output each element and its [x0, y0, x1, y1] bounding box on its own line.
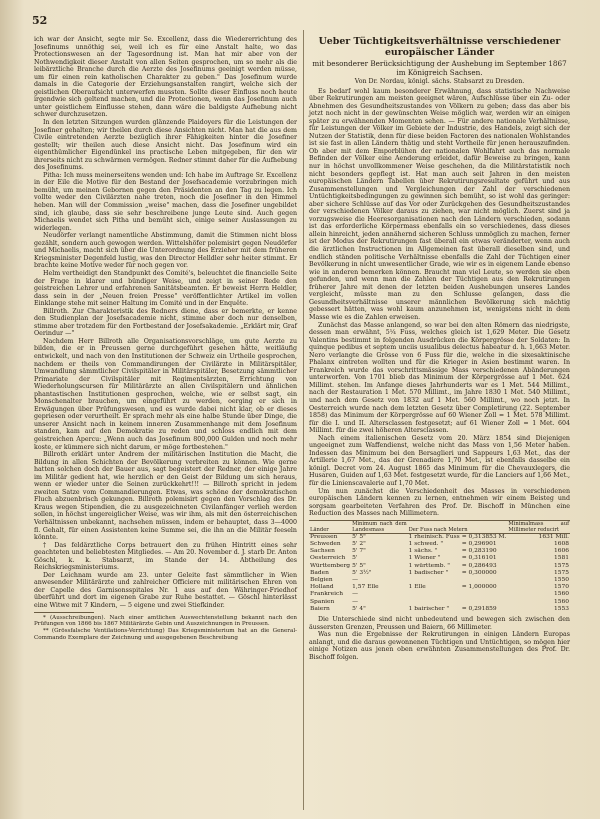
- article-title: Ueber Tüchtigkeitsverhältnisse verschiedener europäischer Länder: [318, 36, 561, 58]
- table-row: [309, 555, 570, 562]
- page-number: 52: [32, 14, 48, 27]
- left-paragraph: Neudörfer verlangt namentliche Abstimmung, damit die Stimmen nicht bloss gezählt, sondern auch gewogen werden. Wittelshöfer polemisirt gegen Neudörfer und Michaelis, macht sich über die Unterordnung des Erzieher mit dem früheren Kriegsminister Degenfeld lustig, was den Director Helldler sehr heiter stimmt. Er brachte keine Motive weder für noch gegen vor.: [34, 232, 297, 270]
- table-cell: 1560: [554, 598, 569, 605]
- table-cell: [461, 577, 508, 584]
- table-row: [309, 563, 570, 570]
- table-cell: 1560: [554, 591, 569, 598]
- table-cell: [461, 599, 508, 606]
- table-cell: 5' 2": [352, 540, 366, 547]
- table-cell: = 1,000000: [461, 584, 497, 591]
- table-row: [309, 591, 570, 598]
- table-cell: 1 badischer ": [408, 569, 449, 576]
- article-byline: Von Dr. Nordau, königl. sächs. Stabsarzt zu Dresden.: [354, 78, 525, 85]
- table-cell: 1608: [554, 540, 569, 547]
- table-cell: [408, 591, 461, 598]
- table-cell: 1550: [554, 576, 569, 583]
- table-row: [309, 570, 570, 577]
- table-header: Der Fuss nach Metern: [408, 526, 468, 533]
- table-cell: [408, 577, 461, 584]
- article-subtitle: mit besonderer Berücksichtigung der Aushebung im September 1867 im Königreich Sachsen.: [312, 59, 567, 77]
- table-cell: Baden: [310, 569, 329, 576]
- table-row: [309, 577, 570, 584]
- table-cell: 1631 Mill.: [538, 533, 569, 540]
- table-cell: —: [352, 598, 358, 605]
- table-cell: 1 württemb. ": [408, 562, 450, 569]
- table-header: Minimum nach dem Landesmass: [352, 520, 407, 533]
- table-cell: = 0,286493: [461, 562, 497, 569]
- table-cell: = 0,313853 M.: [461, 533, 507, 540]
- right-paragraph: Es bedarf wohl kaum besonderer Erwähnung, dass statistische Nachweise über Rekrutirungen am meisten geeignet wären, Aufschlüsse über ein Zu- oder Abnehmen des Gesundheitszustandes von Völkern zu geben; dass das aber bis jetzt noch nicht in der gewünschten Weise möglich war, werden wir an einigen später zu erwähnenden Momenten sehen. — Für andere nationale Verhältnisse, für Leistungen der Völker im Gebiete der Industrie, des Handels, zeigt sich der Nutzen der Statistik, denn für diese beiden Factoren des nationalen Wohlstandes ist sie fast in allen Ländern thätig und steht Vortheile für jenen herauszufinden. Ob aber mit dem Emporblühen der nationalen Wohlfahrt auch das normale Befinden der Völker eine Aenderung erleidet, dafür Beweise zu bringen, kann nur in höchst unvollkommener Weise geschehen, da die Militärstatistik noch nicht besonders gepflegt ist. Hat man auch seit Jahren in den meisten europäischen Ländern Tabellen über Rekrutirungsresultate geführt und aus Zusammenstellungen und Vergleichungen der Zahl der verschiedenen Untüchtigkeitsbedingungen zu gewinnen sich bemüht, so ist wohl das geringer: aber sichere Schlüsse auf das Vor oder Zurückgehen des Gesundheitszustandes der verschiedenen Völker daraus zu ziehen, war nicht möglich. Zuerst sind ja vorzugsweise die Heeresorganisationen nach den Ländern verschieden, sodann ist das erforderliche Körpermass ebenfalls ein so verschiedenes, dass dieses allein hinreicht, jeden annähernd sicheren Schluss unmöglich zu machen, ferner ist der Modus der Rekrutirungen fast überall ein etwas veränderter, wenn auch die ärztlichen Instructionen im Allgemeinen fast überall dieselben sind, und endlich ständen politische Verhältnisse ebenfalls die Zahl der Tüchtigen einer Bevölkerung in nicht unwesentlicher Grade, wie wir es in eigenem Lande ebenso wie in anderen bemerken können. Braucht man viel Leute, so werden sie eben gefunden, und wenn man die Zahlen der Tüchtigen aus den Rekrutirungen früherer Jahre mit denen der letzten beiden Aushebungen unseres Landes vergleicht, müsste man zu den Schlusse gelangen, dass die Gesundheitsverhältnisse unserer männlichen Bevölkerung sich mächtig gebessert hätten, was wohl kaum anzunehmen ist, wenigstens nicht in dem Masse wie es die Zahlen erweisen.: [309, 87, 570, 321]
- footnote: ** (Grössfalsche Ventilations-Verrichtung) Das Kriegsministerium hat an die General-Commando Exemplare der Zeichnung und ausgegebenen Beschreibung: [34, 627, 297, 641]
- table-cell: 1 Wiener ": [408, 555, 441, 562]
- table-row: [309, 533, 570, 541]
- table-cell: Württemberg: [310, 562, 351, 569]
- table-cell: —: [352, 576, 358, 583]
- table-row: [309, 606, 570, 613]
- right-paragraph: Um nun zunächst die Verschiedenheit des Masses in verschiedenen europäischen Ländern kennen zu lernen, entnehmen wir einem Beisteg und sorgsam gearbeiteten Verfahren des Prof. Dr. Bischoff in München eine Reduction des Masses nach Millimetern.: [309, 487, 570, 518]
- table-row: [309, 548, 570, 555]
- table-cell: Frankreich: [310, 591, 344, 598]
- table-cell: 5': [352, 555, 358, 562]
- table-cell: 5' 5": [352, 562, 366, 569]
- left-paragraph: ich war der Ansicht, segte mir Se. Excellenz, dass die Wiedererrichtung des Josefinums unnöthig sei, weil ich es für eine Anstalt halte, wo das Protectionswesen an der Tagesordnung ist. Man hat mir aber von der Nothwendigkeit dieser Anstalt von allen Seiten gesprochen, um so mehr als die leibärztliche Branche durch die Aerzte des Josefinums geeinigt werden müsse, um für einen rein katholischen Charakter zu geben." Das Josefinum wurde damals in die Categorie der Erziehungsanstalten rangirt, welche sich der geistlichen Oberaufsicht unterwerfen mussten. Sollte dieser Einfluss noch heute irgendwie sich geltend machen, und die Protectionen, wenn das Josefinum auch unter geistlichem Einflusse stehen, dann wäre die baldigste Aufhebung nicht schwer durchzusetzen.: [34, 36, 297, 119]
- table-cell: 5' 7": [352, 548, 366, 555]
- left-paragraph: Pitha: Ich muss meinerseitens wenden und: Ich habe im Auftrage Sr. Excellenz in der Eile die Motive für den Bestand der Josefsacademie vorzubringen mich bemüht, um meinen Gebornen gegen den Präsidenten an den Tag zu legen. Ich vollte weder den Civilärzten nahe treten, noch die Josefiner in den Himmel heben. Man will der Commission „weise" machen, dass die Josefiner ungebildet sind, ich glaube, dass sie sehr beschreibene junge Leute sind. Auch gegen Michaelis wendet sich Pitha und bemüht sich, einige seiner Auslassungen zu widerlegen.: [34, 171, 297, 232]
- table-cell: 1575: [554, 562, 569, 569]
- right-paragraph: Zunächst das Masse anlangend, so war bei den alten Römern das niedrigste, dessen man erwähnt, 5¼ Fuss, welches gleich ist 1,629 Meter. Die Gesetz Valentins bestimmt in folgenden Ausdrücken die Körpergrösse der Soldaten: In quinque pedibus et septem unciis usualibus delectus habeatur d. h. 1,663 Meter. Nero verlangte die Grösse von 6 Fuss für die, welche in die sixesaktinische Phalanx eintreten wollten und für die Krieger in Asien bestimmt waren. In Frankreich wurde das vorschrittsmässige Mass verschiedenen Abänderungen unterworfen. Von 1701 blieb das Minimum der Körpergrösse auf 1 Met. 624 Millimt. stehen. Im Anfange dieses Jahrhunderts war es 1 Met. 544 Millimt., nach der Restauration 1 Met. 570 Millimt., im Jahre 1830 1 Met. 540 Millimt., und nach dem Gesetz von 1832 auf 1 Met. 560 Millimt., wo noch jetzt. In Oesterreich wurde nach dem letzten Gesetz über Completirung (22. September 1858) das Minimum der Körpergrösse auf 60 Wiener Zoll = 1 Met. 578 Millimt. für die I. und II. Altersclassen festgesetzt; auf 61 Wiener Zoll = 1 Met. 604 Millimt. für die zwei höheren Altersclassen.: [309, 321, 570, 435]
- right-paragraph: Nach einem italienischen Gesetz vom 20. März 1854 sind Diejenigen ungeeignet zum Waffendienst, welche nicht das Mass von 1,56 Meter haben. Indessen das Minimum bei den Bersaglieri und Sappeurs 1,63 Met., das der Artillerie 1,67 Met., das der Grenadiere 1,70 Met., ist ebenfalls dasselbe ein königl. Decret vom 24. August 1865 das Minimum für die Chevauxlegers, die Husaren, Guiden auf 1,63 Met. festgesetzt wurde, für die Lanciers auf 1,66 Met., für die Linienscavalerie auf 1,70 Met.: [309, 434, 570, 487]
- table-row: [309, 584, 570, 591]
- table-cell: Sachsen: [310, 548, 335, 555]
- table-cell: Spanien: [310, 598, 335, 605]
- left-paragraph: Der Leichnam wurde am 23. unter Geleite fast sämmtlicher in Wien anwesender Militärärzte und zahlreicher Officiere mit militärischen Ehren von der Capelle des Garnisonsspitales Nr. 1 aus auf den Währinger-Friedhof überführt und dort im eigenen Grabe zur Ruhe bestattet. — Göschl hinterlässt eine Witwe mit 7 Kindern, — 5 eigene und zwei Stiefkinder.: [34, 571, 297, 610]
- table-cell: = 0,316101: [461, 555, 497, 562]
- table-cell: Belgien: [310, 576, 333, 583]
- table-cell: [461, 591, 508, 598]
- table-cell: Holland: [310, 584, 334, 591]
- right-paragraph: Was nun die Ergebnisse der Rekrutirungen in einigen Ländern Europas anlangt, und die daraus gewonnenen Tüchtigen und Untüchtigen, so mögen hier einige Notizen aus jenen oben erwähnten Zusammenstellungen des Prof. Dr. Bischoff folgen.: [309, 631, 570, 661]
- footnote-separator: [34, 612, 94, 613]
- left-paragraph: In den letzten Sitzungen wurden glänzende Plaidoyers für die Leistungen der Josefiner gehalten; wir theilen durch diese Ansichten nicht. Man hat die aus dem Civile eintretenden Aerzte bezüglich ihrer Fähigkeiten hinter die Josefiner gestellt; wir theilen auch diese Ansicht nicht. Das Josefinum wird ein eigenthümlicher Eigendünkel ins practische Leben mitgegeben, für den wir ihrerseits nicht zu schwärmen vermögen. Redner stimmt daher für die Aufhebung des Josefinums.: [34, 119, 297, 172]
- table-cell: 1553: [554, 605, 569, 612]
- table-cell: 1606: [554, 548, 569, 555]
- table-cell: = 0,283190: [461, 548, 497, 555]
- right-paragraph: Die Unterschiede sind nicht unbedeutend und bewegen sich zwischen den äussersten Grenzen, Preussen und Baiern, 66 Millimeter.: [309, 615, 570, 631]
- left-paragraph: Helm vertheidigt den Standpunkt des Comité's, beleuchtet die financielle Seite der Frage in klarer und bündiger Weise, und zeigt in seiner Rede den geistreichen Lehrer und erfahrenen Sanitätsbeamten. Er beweist Herrn Heldler, dass sein in der „Neuen freien Presse" veröffentlichter Artikel im vollen Einklange stehe mit seiner Haltung im Comité und in der Enquête.: [34, 269, 297, 308]
- column-divider: [303, 30, 304, 810]
- table-cell: 1 rheinisch. Fuss: [408, 533, 460, 540]
- height-table: [309, 520, 570, 613]
- table-cell: 1 Elle: [408, 584, 426, 591]
- left-paragraph: Nachdem Herr Billroth alle Organisationsvorschläge, um gute Aerzte zu bilden, die er in Preussen gerne durchgeführt gesehen hätte, weitläufig entwickelt, und nach von den Institutionen der Schweiz ein Urtheile gesprochen, nachdem er theils von Commandirungen der Civilärzte in Militärspitäler, Umwandlung sämmtlicher Civilspitäler in Militärspitäler, Besetzung sämmtlicher Primariate der Civilspitäler mit Regimentsärzten, Errichtung von Wiederholungscursen für Militärärzte an allen Civilspitälern und ähnlichen phantastischen Institutionen gesprochen, welche, wie er selbst sagt, ein Monschenalter brauchen, um eingeführt zu werden, oerging er sich in Erwägungen über Prüfungswesen, und es wurde dabei nicht klar, ob er dieses gepriesen oder verurtheilt. Er sprach mehr als eine halbe Stunde über Dinge, die unserer Ansicht nach in keinem inneren Zusammenhange mit dem Josefinum standen, kam auf den Demokratie zu reden und schloss endlich mit dem geistreichen Apercu: „Wenn auch das Josefinum 800,000 Gulden und noch mehr koste, er kümmere sich nicht darum, er möge fortbestehen.": [34, 337, 297, 451]
- table-cell: 5' 3½": [352, 569, 372, 576]
- table-header-row: [309, 520, 570, 533]
- left-paragraph: Billroth. Zur Charakteristik des Redners diene, dass er bemerkte, er kenne den Studienplan der Josefsacademie nicht, stimme aber doch nur denselben, stimme aber trotzdem für den Fortbestand der Josefsakademie. „Erklärt mir, Graf Oerindur —": [34, 307, 297, 338]
- table-header: Minimalmass auf Millimeter reducirt: [508, 520, 569, 533]
- right-column: [309, 36, 570, 661]
- footnote: * (Ausschreibungen). Nach einer amtlichen Auswechtenstellung bekannt nach den Prüfungen von 1866 bis 1867 Militärärzte Gebin und Auszeichnungen in Preussen.: [34, 614, 297, 628]
- table-cell: 1581: [554, 555, 569, 562]
- table-cell: Schweden: [310, 540, 341, 547]
- table-cell: 1575: [554, 569, 569, 576]
- left-paragraph: † Das feldärztliche Corps betrauert den zu frühen Hintritt eines sehr geachteten und beliebtesten Mitgliedes. — Am 20. November d. J. starb Dr. Anton Göschl, k. k. Stabsarzt, im Stande der 14. Abtheilung des Reichskriegsministeriums.: [34, 541, 297, 572]
- table-cell: 5' 5": [352, 533, 366, 540]
- table-cell: 1 sächs. ": [408, 548, 438, 555]
- left-column: [34, 36, 297, 641]
- table-cell: 5' 4": [352, 605, 366, 612]
- table-header: Länder: [310, 526, 329, 533]
- table-cell: Baiern: [310, 605, 330, 612]
- table-cell: 1,57 Elle: [352, 584, 379, 591]
- table-cell: —: [352, 591, 358, 598]
- table-cell: [408, 599, 461, 606]
- table-cell: = 0,291859: [461, 605, 497, 612]
- table-row: [309, 541, 570, 548]
- table-cell: = 0,296901: [461, 540, 497, 547]
- table-cell: Preussen: [310, 533, 338, 540]
- table-row: [309, 599, 570, 606]
- table-cell: 1 bairischer ": [408, 605, 450, 612]
- table-cell: Oesterreich: [310, 555, 346, 562]
- table-cell: = 0,300000: [461, 569, 497, 576]
- table-cell: 1 schwed. ": [408, 540, 444, 547]
- left-paragraph: Billroth erklärt unter Andrem der militärischen Institution die Macht, die Bildung in allen Schichten der Bevölkerung verbreiten zu können. Wie gerne hatten solchen doch der Bauer aus, sagt begeistert der Redner, der einige Jahre im Militär gedient hat, wie herzlich er den Geist der Bildung um sich heraus, wenn er wieder unter die Seinen zurückkehrt!!! — Billroth spricht in jedem zweiten Satze vom Commandierungen. Etwas, was schöne der demokratischen Fluch abzuenbrisch gekungen. Billroth polemisirt gegen den Vorschlag des Dr. Kraus wegen Stipendien, die zu ausgezeichneten Civilanfänger verlieh werden sollen, in höchst ungereiglicher Weise, was wir ihm, als mit den österreichischen Verhältnissen unbekannt, nachsehen müssen, indem er behauptet, dass 3—4000 fl. Gehalt, für einen Assistenten keine Summe sei, die ihn an die Militär feeseln könnte.: [34, 451, 297, 542]
- table-cell: 1570: [554, 584, 569, 591]
